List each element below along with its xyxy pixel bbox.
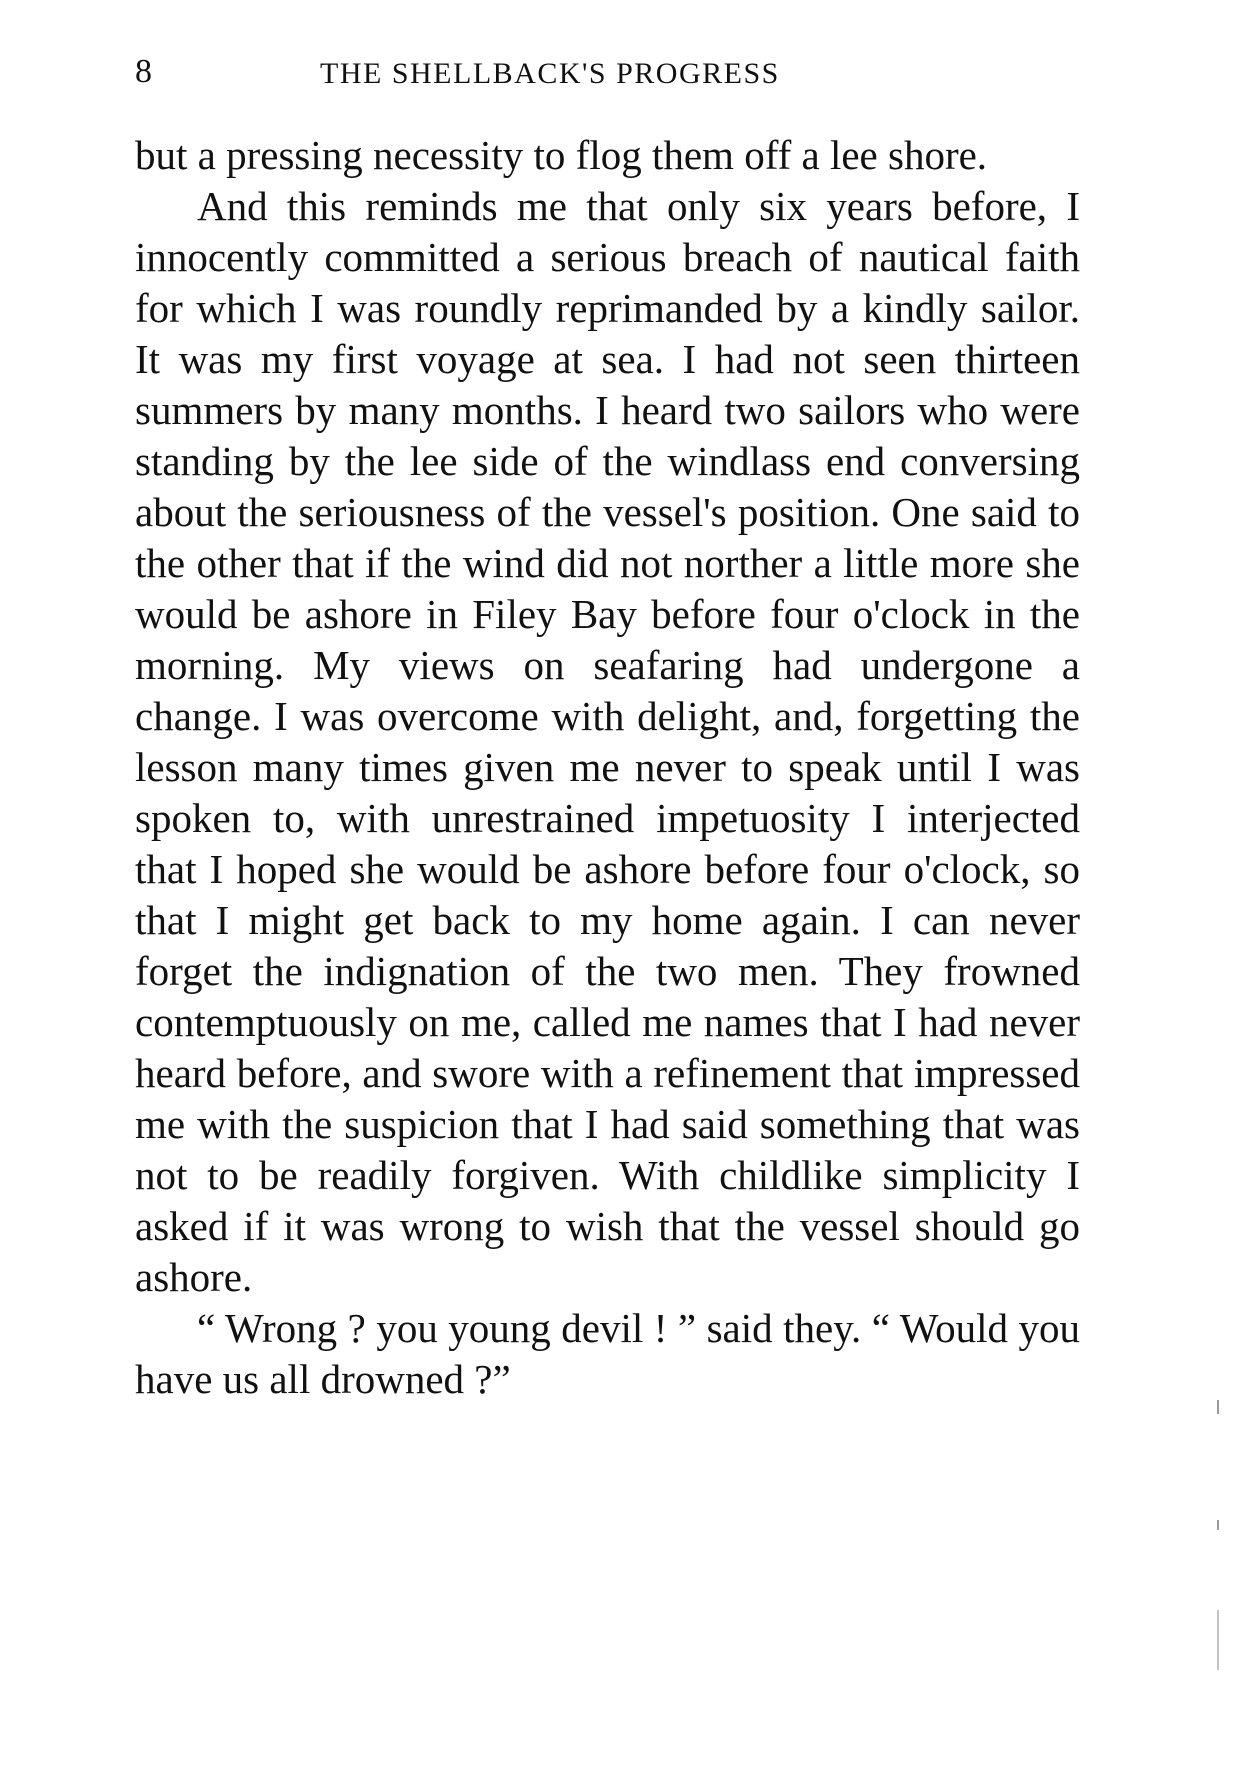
paragraph-continued: but a pressing necessity to flog them off a lee shore. <box>135 132 988 178</box>
running-head <box>135 52 1080 102</box>
paragraph-dialogue: “ Wrong ? you young devil ! ” said they. “ Would you have us all drowned ?” <box>135 1305 1080 1402</box>
scan-edge-mark <box>1217 1610 1219 1670</box>
paragraph-anecdote: And this reminds me that only six years before, I innocently committed a serious breach of nautical faith for which I was roundly reprimanded by a kindly sailor. It was my first voyage at sea. I had not seen thirteen summers by many months. I heard two sailors who were standing by the lee side of the windlass end conversing about the seriousness of the vessel's position. One said to the other that if the wind did not norther a little more she would be ashore in Filey Bay before four o'clock in the morning. My views on seafaring had undergone a change. I was overcome with delight, and, forgetting the lesson many times given me never to speak until I was spoken to, with unrestrained impetuosity I interjected that I hoped she would be ashore before four o'clock, so that I might get back to my home again. I can never forget the indignation of the two men. They frowned contemptuously on me, called me names that I had never heard before, and swore with a refinement that impressed me with the suspicion that I had said something that was not to be readily forgiven. With childlike simplicity I asked if it was wrong to wish that the vessel should go ashore. <box>135 183 1080 1300</box>
scan-edge-mark <box>1217 1400 1219 1414</box>
page-number: 8 <box>135 53 152 90</box>
running-title: THE SHELLBACK'S PROGRESS <box>320 57 780 90</box>
body-text <box>135 130 1080 1405</box>
scan-edge-mark <box>1217 1520 1219 1530</box>
